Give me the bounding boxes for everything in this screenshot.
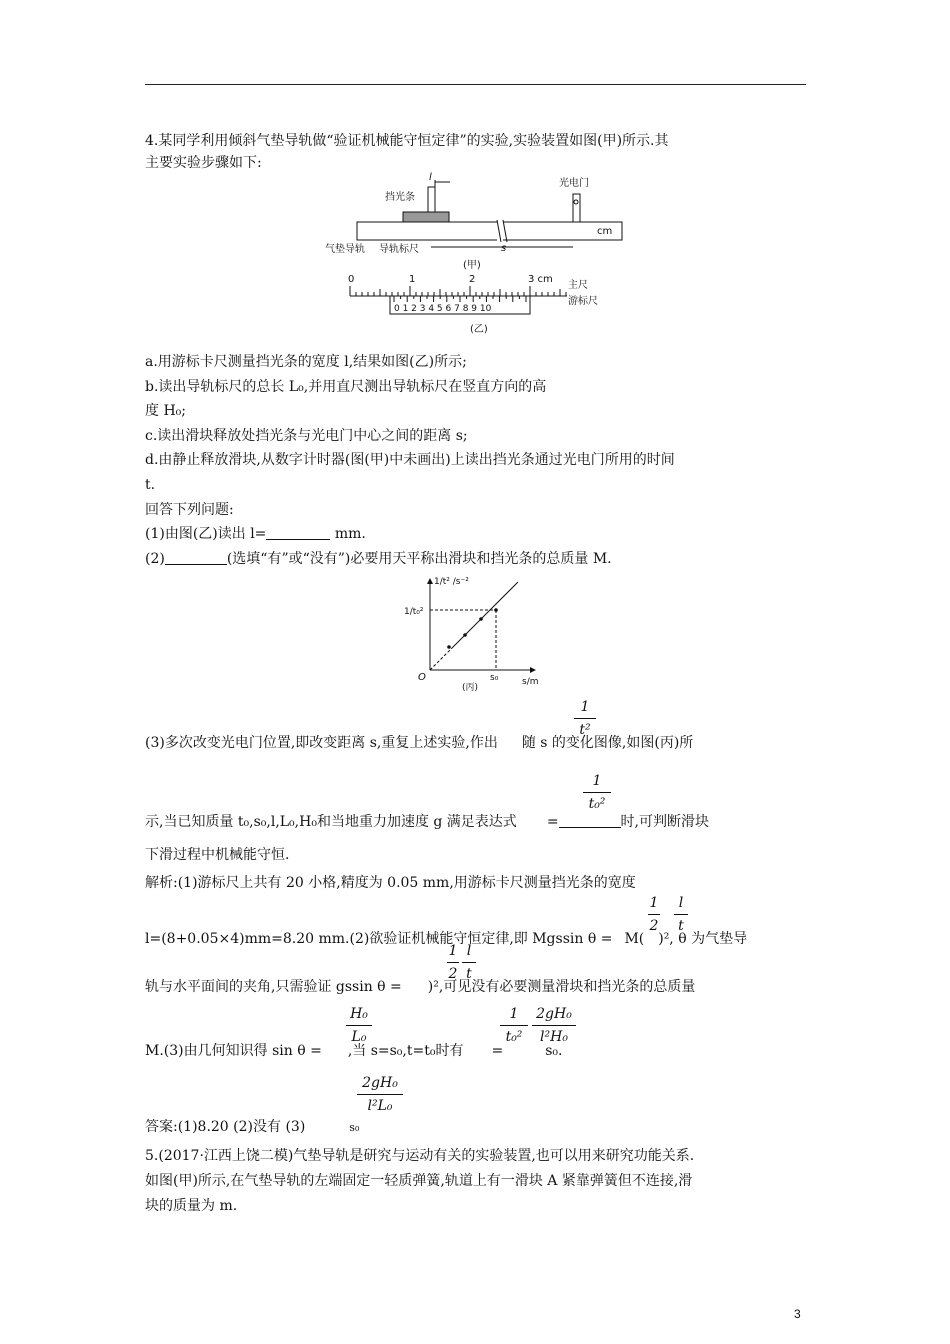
fraction-2gH0-over-l2L0 bbox=[357, 1072, 403, 1117]
frac-den: 2 bbox=[448, 966, 458, 982]
q4-intro-2: 主要实验步骤如下: bbox=[145, 155, 262, 171]
q3b-text-pre: 示,当已知质量 t₀,s₀,l,L₀,H₀和当地重力加速度 g 满足表达式 bbox=[145, 814, 517, 830]
label-s: s bbox=[501, 243, 507, 254]
y0-label: 1/t₀² bbox=[404, 607, 424, 617]
answer-text-pre: 答案:(1)8.20 (2)没有 (3) bbox=[145, 1119, 306, 1135]
question-3-line-1 bbox=[145, 733, 693, 753]
photogate bbox=[573, 194, 580, 222]
solution-line-3 bbox=[145, 977, 695, 997]
frac-num: l bbox=[466, 943, 472, 959]
point-2 bbox=[463, 633, 467, 637]
point-3 bbox=[479, 617, 483, 621]
header-rule bbox=[145, 84, 806, 85]
frac-num: l bbox=[678, 895, 684, 911]
axis-y-label: 1/t² /s⁻² bbox=[434, 577, 469, 587]
label-youbiaochi: 游标尺 bbox=[568, 296, 598, 307]
fraction-2gH0-over-l2H0 bbox=[532, 1003, 576, 1048]
step-a: a.用游标卡尺测量挡光条的宽度 l,结果如图(乙)所示; bbox=[145, 354, 467, 370]
step-d-1: d.由静止释放滑块,从数字计时器(图(甲)中未画出)上读出挡光条通过光电门所用的时间 bbox=[145, 452, 675, 468]
s2-text-pre: l=(8+0.05×4)mm=8.20 mm.(2)欲验证机械能守恒定律,即 Mgssin θ = bbox=[145, 931, 613, 947]
figure-yi bbox=[342, 272, 622, 342]
q3-text-post: 随 s 的变化图像,如图(丙)所 bbox=[521, 735, 694, 751]
frac-den: L₀ bbox=[351, 1029, 367, 1045]
frac-num: 1 bbox=[580, 699, 590, 715]
frac-num: H₀ bbox=[350, 1006, 368, 1022]
origin-label: O bbox=[418, 672, 426, 683]
step-b-2: 度 H₀; bbox=[145, 403, 186, 419]
q4-intro-1: 4.某同学利用倾斜气垫导轨做“验证机械能守恒定律”的实验,实验装置如图(甲)所示.其 bbox=[145, 133, 669, 149]
fraction-one-over-t0-2-b bbox=[500, 1003, 528, 1048]
q1-blank bbox=[266, 525, 330, 540]
q2-blank bbox=[165, 550, 227, 565]
frac-num: 1 bbox=[649, 895, 659, 911]
step-d-2: t. bbox=[145, 477, 156, 493]
fraction-one-over-t0-2 bbox=[583, 770, 611, 815]
point-4 bbox=[494, 608, 498, 612]
frac-den: t bbox=[678, 918, 684, 934]
s4-text-mid: ,当 s=s₀,t=t₀时有 bbox=[347, 1043, 464, 1059]
answer-text-post: s₀ bbox=[349, 1121, 360, 1134]
q3b-eq: = bbox=[546, 814, 559, 830]
question-1 bbox=[145, 524, 366, 544]
main-tick-1: 1 bbox=[409, 274, 416, 285]
frac-den: t₀² bbox=[588, 796, 606, 812]
caption-jia: (甲) bbox=[463, 260, 481, 271]
s2-text-post: )², θ 为气垫导 bbox=[658, 931, 748, 947]
main-tick-2: 2 bbox=[469, 274, 476, 285]
s4-text-post: s₀. bbox=[545, 1043, 563, 1059]
vernier-digits: 0 1 2 3 4 5 6 7 8 9 10 bbox=[394, 304, 492, 314]
frac-num: 2gH₀ bbox=[362, 1075, 398, 1091]
label-dangguangtiao: 挡光条 bbox=[385, 192, 415, 203]
s3-text-post: )²,可见没有必要测量滑块和挡光条的总质量 bbox=[427, 979, 696, 995]
s3-text-pre: 轨与水平面间的夹角,只需验证 gssin θ = bbox=[145, 979, 402, 995]
figure-jia bbox=[325, 172, 625, 272]
q3b-text-post: 时,可判断滑块 bbox=[620, 814, 709, 830]
question-3-line-2 bbox=[145, 812, 709, 832]
slider-block bbox=[403, 212, 449, 222]
main-tick-0: 0 bbox=[348, 274, 355, 285]
s4-eq: = bbox=[491, 1043, 504, 1059]
frac-den: t² bbox=[579, 722, 591, 738]
frac-den: t₀² bbox=[505, 1029, 523, 1045]
axis-x-label: s/m bbox=[522, 677, 539, 687]
label-biaochi: 导轨标尺 bbox=[379, 244, 419, 255]
figure-bing bbox=[400, 574, 560, 694]
q3-text-pre: (3)多次改变光电门位置,即改变距离 s,重复上述实验,作出 bbox=[145, 735, 498, 751]
label-zhuchi: 主尺 bbox=[568, 280, 588, 291]
fraction-l-over-t-2 bbox=[462, 940, 476, 985]
label-cm: cm bbox=[597, 226, 613, 237]
fraction-one-over-t2 bbox=[574, 696, 596, 741]
frac-num: 1 bbox=[592, 773, 602, 789]
fraction-half-2 bbox=[447, 940, 459, 985]
q1-text-pre: (1)由图(乙)读出 l= bbox=[145, 526, 267, 542]
frac-num: 2gH₀ bbox=[536, 1006, 572, 1022]
q1-text-post: mm. bbox=[330, 526, 366, 542]
q5-line-1: 5.(2017·江西上饶二模)气垫导轨是研究与运动有关的实验装置,也可以用来研究功能关系. bbox=[145, 1148, 695, 1164]
step-b-1: b.读出导轨标尺的总长 L₀,并用直尺测出导轨标尺在竖直方向的高 bbox=[145, 379, 547, 395]
q3-blank bbox=[559, 813, 621, 828]
label-l: l bbox=[429, 172, 432, 183]
frac-den: l²L₀ bbox=[367, 1098, 393, 1114]
question-2 bbox=[145, 549, 612, 569]
caption-yi: (乙) bbox=[470, 324, 488, 335]
fraction-H0-over-L0 bbox=[346, 1003, 372, 1048]
s0-label: s₀ bbox=[490, 673, 499, 683]
q2-text-pre: (2) bbox=[145, 551, 165, 567]
q5-line-2: 如图(甲)所示,在气垫导轨的左端固定一轻质弹簧,轨道上有一滑块 A 紧靠弹簧但不连接,滑 bbox=[145, 1173, 693, 1189]
fraction-l-over-t-1 bbox=[674, 892, 688, 937]
answer-prompt: 回答下列问题: bbox=[145, 502, 234, 518]
track-body bbox=[357, 222, 622, 240]
q2-text-post: (选填“有”或“没有”)必要用天平称出滑块和挡光条的总质量 M. bbox=[226, 551, 612, 567]
s4-text-pre: M.(3)由几何知识得 sin θ = bbox=[145, 1043, 322, 1059]
page-number: 3 bbox=[794, 1307, 801, 1321]
frac-den: l²H₀ bbox=[540, 1029, 568, 1045]
label-qidian: 气垫导轨 bbox=[325, 244, 365, 255]
point-1 bbox=[447, 645, 451, 649]
step-c: c.读出滑块释放处挡光条与光电门中心之间的距离 s; bbox=[145, 428, 468, 444]
q5-line-3: 块的质量为 m. bbox=[145, 1198, 238, 1214]
solution-line-1: 解析:(1)游标尺上共有 20 小格,精度为 0.05 mm,用游标卡尺测量挡光条的宽度 bbox=[145, 875, 636, 891]
main-tick-3: 3 cm bbox=[528, 274, 553, 285]
answer-line bbox=[145, 1117, 359, 1138]
frac-num: 1 bbox=[509, 1006, 519, 1022]
question-3-line-3: 下滑过程中机械能守恒. bbox=[145, 847, 290, 863]
frac-den: 2 bbox=[649, 918, 659, 934]
frac-num: 1 bbox=[448, 943, 458, 959]
frac-den: t bbox=[466, 966, 472, 982]
light-blocking-strip bbox=[428, 187, 435, 212]
fraction-half-1 bbox=[648, 892, 660, 937]
caption-bing: (丙) bbox=[462, 683, 479, 693]
label-guangdianmen: 光电门 bbox=[559, 178, 589, 189]
s2-text-mid: M( bbox=[624, 931, 645, 947]
